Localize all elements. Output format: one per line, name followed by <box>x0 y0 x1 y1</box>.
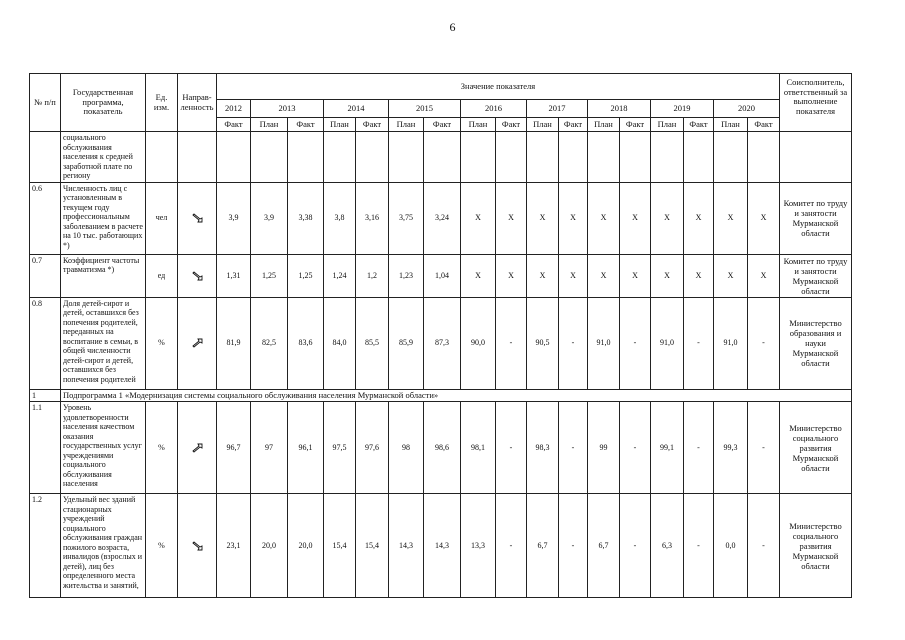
table-row <box>30 182 852 254</box>
value-cell: X <box>620 254 651 297</box>
value-cell: 99 <box>588 402 620 494</box>
value-cell: 97,5 <box>324 402 356 494</box>
row-number: 1.2 <box>30 494 61 598</box>
value-cell: X <box>588 182 620 254</box>
value-cell: X <box>714 182 748 254</box>
value-cell: 98,3 <box>527 402 559 494</box>
value-cell: - <box>620 402 651 494</box>
direction-cell <box>178 254 217 297</box>
indicator-name: социального обслуживания населения к средней заработной плате по региону <box>61 132 146 183</box>
header-year-2015: 2015 <box>389 100 461 118</box>
arrow-down-icon <box>180 271 214 281</box>
value-cell: - <box>684 297 714 389</box>
header-plan-3: План <box>324 118 356 132</box>
indicator-name: Коэффициент частоты травматизма *) <box>61 254 146 297</box>
value-cell: X <box>684 182 714 254</box>
value-cell: 83,6 <box>288 297 324 389</box>
value-cell <box>527 132 559 183</box>
value-cell: 20,0 <box>251 494 288 598</box>
value-cell <box>684 132 714 183</box>
value-cell: - <box>748 297 780 389</box>
indicator-name: Доля детей-сирот и детей, оставшихся без попечения родителей, переданных на воспитание в семьи, в общей численности детей-сирот и детей, оставшихся без попечения родителей <box>61 297 146 389</box>
value-cell: 3,24 <box>424 182 461 254</box>
header-direction: Направ-ленность <box>178 74 217 132</box>
value-cell: 1,25 <box>251 254 288 297</box>
value-cell: 97,6 <box>356 402 389 494</box>
value-cell: 98,1 <box>461 402 496 494</box>
value-cell: - <box>496 402 527 494</box>
value-cell: 15,4 <box>356 494 389 598</box>
indicator-name: Численность лиц с установленным в текущем году профессиональным заболеванием в расчете на 10 тыс. работающих *) <box>61 182 146 254</box>
value-cell: - <box>559 297 588 389</box>
value-cell: 14,3 <box>389 494 424 598</box>
value-cell: - <box>684 494 714 598</box>
value-cell <box>496 132 527 183</box>
row-number <box>30 132 61 183</box>
value-cell: 91,0 <box>714 297 748 389</box>
value-cell: 3,9 <box>251 182 288 254</box>
value-cell: X <box>527 254 559 297</box>
value-cell: X <box>748 182 780 254</box>
arrow-up-icon <box>180 443 214 453</box>
value-cell: 3,16 <box>356 182 389 254</box>
indicators-table <box>29 73 852 598</box>
value-cell: 1,2 <box>356 254 389 297</box>
value-cell: X <box>559 254 588 297</box>
value-cell: 6,7 <box>588 494 620 598</box>
value-cell: 98,6 <box>424 402 461 494</box>
value-cell: 1,04 <box>424 254 461 297</box>
header-plan-9: План <box>527 118 559 132</box>
value-cell: 6,7 <box>527 494 559 598</box>
value-cell: 23,1 <box>217 494 251 598</box>
direction-cell <box>178 297 217 389</box>
header-year-2017: 2017 <box>527 100 588 118</box>
value-cell: X <box>461 254 496 297</box>
unit-cell <box>146 132 178 183</box>
direction-cell <box>178 182 217 254</box>
value-cell: - <box>559 494 588 598</box>
value-cell: 84,0 <box>324 297 356 389</box>
table-row <box>30 297 852 389</box>
value-cell <box>356 132 389 183</box>
header-program: Государственная программа, показатель <box>61 74 146 132</box>
header-num: № п/п <box>30 74 61 132</box>
value-cell: 3,38 <box>288 182 324 254</box>
arrow-down-icon <box>180 541 214 551</box>
unit-cell: % <box>146 494 178 598</box>
value-cell <box>251 132 288 183</box>
value-cell: 85,5 <box>356 297 389 389</box>
table-row <box>30 494 852 598</box>
direction-cell <box>178 132 217 183</box>
header-fact-2: Факт <box>288 118 324 132</box>
value-cell: - <box>496 494 527 598</box>
header-fact-8: Факт <box>496 118 527 132</box>
header-year-2012: 2012 <box>217 100 251 118</box>
value-cell: - <box>559 402 588 494</box>
header-values: Значение показателя <box>217 74 780 100</box>
unit-cell: % <box>146 297 178 389</box>
value-cell <box>217 132 251 183</box>
header-year-2020: 2020 <box>714 100 780 118</box>
value-cell: 82,5 <box>251 297 288 389</box>
value-cell: 1,23 <box>389 254 424 297</box>
value-cell: 85,9 <box>389 297 424 389</box>
table-row <box>30 132 852 183</box>
value-cell: 98 <box>389 402 424 494</box>
value-cell: X <box>714 254 748 297</box>
unit-cell: ед <box>146 254 178 297</box>
value-cell: - <box>748 402 780 494</box>
value-cell: 3,8 <box>324 182 356 254</box>
arrow-up-icon <box>180 338 214 348</box>
arrow-down-icon <box>180 213 214 223</box>
value-cell: X <box>527 182 559 254</box>
header-fact-12: Факт <box>620 118 651 132</box>
value-cell <box>588 132 620 183</box>
responsible-cell: Министерство социального развития Мурманской области <box>780 402 852 494</box>
table-row <box>30 254 852 297</box>
value-cell: - <box>684 402 714 494</box>
value-cell: 91,0 <box>588 297 620 389</box>
unit-cell: чел <box>146 182 178 254</box>
value-cell: 97 <box>251 402 288 494</box>
header-fact-10: Факт <box>559 118 588 132</box>
header-unit: Ед. изм. <box>146 74 178 132</box>
indicator-name: Уровень удовлетворенности населения качеством оказания государственных услуг учреждениями социального обслуживания населения <box>61 402 146 494</box>
value-cell: - <box>496 297 527 389</box>
value-cell: 1,31 <box>217 254 251 297</box>
value-cell: X <box>684 254 714 297</box>
header-year-2019: 2019 <box>651 100 714 118</box>
header-fact-14: Факт <box>684 118 714 132</box>
value-cell: X <box>559 182 588 254</box>
header-year-2018: 2018 <box>588 100 651 118</box>
value-cell: 15,4 <box>324 494 356 598</box>
header-year-2014: 2014 <box>324 100 389 118</box>
responsible-cell <box>780 132 852 183</box>
value-cell: 99,1 <box>651 402 684 494</box>
row-number: 0.6 <box>30 182 61 254</box>
header-year-2016: 2016 <box>461 100 527 118</box>
value-cell <box>651 132 684 183</box>
value-cell: 13,3 <box>461 494 496 598</box>
value-cell: - <box>748 494 780 598</box>
header-plan-1: План <box>251 118 288 132</box>
responsible-cell: Комитет по труду и занятости Мурманской области <box>780 254 852 297</box>
value-cell: 3,9 <box>217 182 251 254</box>
value-cell: X <box>651 182 684 254</box>
header-plan-5: План <box>389 118 424 132</box>
value-cell: - <box>620 494 651 598</box>
subprogram-title: Подпрограмма 1 «Модернизация системы социального обслуживания населения Мурманской области» <box>61 389 852 402</box>
value-cell: X <box>461 182 496 254</box>
header-fact-0: Факт <box>217 118 251 132</box>
header-plan-15: План <box>714 118 748 132</box>
header-fact-16: Факт <box>748 118 780 132</box>
row-number: 1 <box>30 389 61 402</box>
header-fact-4: Факт <box>356 118 389 132</box>
header-plan-11: План <box>588 118 620 132</box>
value-cell <box>324 132 356 183</box>
table-row <box>30 389 852 402</box>
value-cell: 1,25 <box>288 254 324 297</box>
value-cell <box>461 132 496 183</box>
value-cell: 96,1 <box>288 402 324 494</box>
value-cell: X <box>588 254 620 297</box>
header-plan-7: План <box>461 118 496 132</box>
value-cell <box>424 132 461 183</box>
value-cell: 99,3 <box>714 402 748 494</box>
value-cell: 3,75 <box>389 182 424 254</box>
indicator-name: Удельный вес зданий стационарных учреждений социального обслуживания граждан пожилого возраста, инвалидов (взрослых и детей), лиц без определенного места жительства и занятий, <box>61 494 146 598</box>
row-number: 0.7 <box>30 254 61 297</box>
value-cell: 81,9 <box>217 297 251 389</box>
header-plan-13: План <box>651 118 684 132</box>
row-number: 0.8 <box>30 297 61 389</box>
value-cell: 90,5 <box>527 297 559 389</box>
value-cell: 0,0 <box>714 494 748 598</box>
value-cell: - <box>620 297 651 389</box>
direction-cell <box>178 494 217 598</box>
value-cell: 87,3 <box>424 297 461 389</box>
value-cell: 91,0 <box>651 297 684 389</box>
direction-cell <box>178 402 217 494</box>
value-cell: X <box>620 182 651 254</box>
value-cell: 96,7 <box>217 402 251 494</box>
value-cell: 14,3 <box>424 494 461 598</box>
value-cell <box>389 132 424 183</box>
page-number: 6 <box>449 20 456 34</box>
responsible-cell: Министерство социального развития Мурманской области <box>780 494 852 598</box>
header-year-2013: 2013 <box>251 100 324 118</box>
header-fact-6: Факт <box>424 118 461 132</box>
table-row <box>30 402 852 494</box>
value-cell: X <box>496 182 527 254</box>
value-cell: X <box>748 254 780 297</box>
header-responsible: Соисполнитель, ответственный за выполнение показателя <box>780 74 852 132</box>
value-cell: 6,3 <box>651 494 684 598</box>
value-cell: X <box>651 254 684 297</box>
value-cell <box>559 132 588 183</box>
value-cell <box>620 132 651 183</box>
value-cell: 20,0 <box>288 494 324 598</box>
value-cell: 90,0 <box>461 297 496 389</box>
value-cell <box>288 132 324 183</box>
value-cell <box>748 132 780 183</box>
value-cell: X <box>496 254 527 297</box>
unit-cell: % <box>146 402 178 494</box>
value-cell <box>714 132 748 183</box>
responsible-cell: Комитет по труду и занятости Мурманской области <box>780 182 852 254</box>
value-cell: 1,24 <box>324 254 356 297</box>
responsible-cell: Министерство образования и науки Мурманской области <box>780 297 852 389</box>
row-number: 1.1 <box>30 402 61 494</box>
